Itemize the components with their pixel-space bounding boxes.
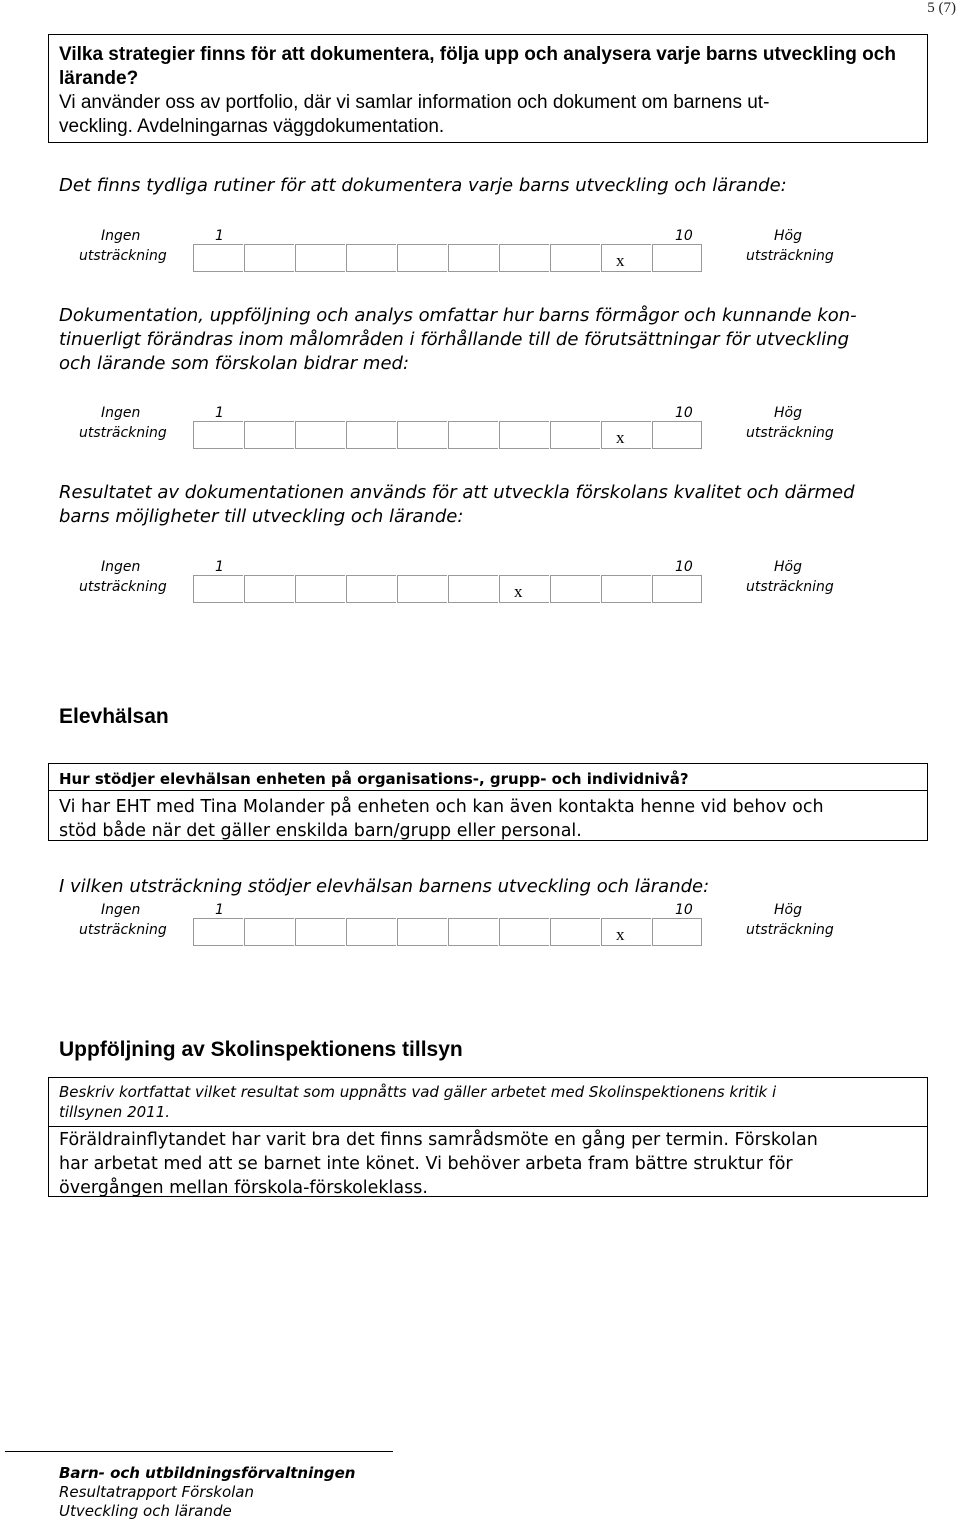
documentation-strategy-box	[48, 34, 928, 143]
scale-cells	[193, 421, 715, 449]
documentation-strategy-answer-line-2: veckling. Avdelningarnas väggdokumentation.	[59, 116, 445, 137]
scale-cell-6[interactable]	[448, 575, 498, 603]
scale-low-sublabel: utsträckning	[79, 579, 167, 595]
scale-cell-5[interactable]	[397, 421, 447, 449]
scale-cell-2[interactable]	[244, 575, 294, 603]
elevhalsan-heading: Elevhälsan	[59, 705, 169, 728]
elevhalsan-answer-line-1: Vi har EHT med Tina Molander på enheten och kan även kontakta henne vid behov och	[59, 797, 824, 817]
scale-high-label: Hög	[774, 902, 802, 918]
scale-high-label: Hög	[774, 228, 802, 244]
scale-cells	[193, 575, 715, 603]
uppfoljning-question	[59, 1082, 919, 1122]
scale-low-sublabel: utsträckning	[79, 425, 167, 441]
scale-3-statement-line-1: Resultatet av dokumentationen används för att utveckla förskolans kvalitet och därmed	[59, 482, 855, 503]
scale-cell-9[interactable]	[601, 918, 651, 946]
footer-section-title: Utveckling och lärande	[59, 1502, 232, 1520]
scale-min-label: 1	[215, 405, 224, 421]
scale-cell-8[interactable]	[550, 244, 600, 272]
scale-low-label: Ingen	[101, 405, 141, 421]
uppfoljning-heading: Uppföljning av Skolinspektionens tillsyn	[59, 1038, 463, 1061]
scale-1-statement: Det finns tydliga rutiner för att dokumentera varje barns utveckling och lärande:	[59, 175, 787, 196]
scale-mark: x	[616, 428, 625, 447]
uppfoljning-answer	[59, 1128, 919, 1200]
scale-cell-3[interactable]	[295, 575, 345, 603]
scale-min-label: 1	[215, 559, 224, 575]
scale-max-label: 10	[675, 228, 693, 244]
scale-cell-4[interactable]	[346, 918, 396, 946]
scale-cell-1[interactable]	[193, 918, 243, 946]
scale-cell-8[interactable]	[550, 918, 600, 946]
uppfoljning-box	[48, 1077, 928, 1197]
scale-cell-8[interactable]	[550, 575, 600, 603]
scale-cell-3[interactable]	[295, 918, 345, 946]
elevhalsan-box	[48, 763, 928, 841]
scale-cell-10[interactable]	[652, 918, 702, 946]
scale-high-label: Hög	[774, 559, 802, 575]
scale-low-sublabel: utsträckning	[79, 922, 167, 938]
uppfoljning-answer-line-2: har arbetat med att se barnet inte könet. Vi behöver arbeta fram bättre struktur för	[59, 1154, 793, 1174]
scale-2-statement-line-3: och lärande som förskolan bidrar med:	[59, 353, 410, 374]
scale-high-label: Hög	[774, 405, 802, 421]
elevhalsan-answer	[59, 795, 919, 843]
rating-scale-3	[0, 559, 960, 619]
uppfoljning-question-line-2: tillsynen 2011.	[59, 1103, 171, 1121]
rating-scale-4	[0, 902, 960, 962]
uppfoljning-answer-line-1: Föräldrainflytandet har varit bra det finns samrådsmöte en gång per termin. Förskolan	[59, 1130, 818, 1150]
scale-cell-7[interactable]	[499, 421, 549, 449]
scale-cell-4[interactable]	[346, 244, 396, 272]
rating-scale-1	[0, 228, 960, 288]
elevhalsan-divider	[49, 790, 927, 791]
scale-cell-1[interactable]	[193, 244, 243, 272]
footer-rule	[5, 1451, 393, 1452]
scale-cells	[193, 244, 715, 272]
scale-cell-10[interactable]	[652, 244, 702, 272]
footer-organization: Barn- och utbildningsförvaltningen	[59, 1464, 356, 1482]
scale-max-label: 10	[675, 902, 693, 918]
footer	[59, 1464, 355, 1521]
scale-cell-8[interactable]	[550, 421, 600, 449]
scale-4-statement: I vilken utsträckning stödjer elevhälsan barnens utveckling och lärande:	[59, 876, 710, 897]
scale-2-statement-line-1: Dokumentation, uppföljning och analys omfattar hur barns förmågor och kunnande kon-	[59, 305, 857, 326]
scale-min-label: 1	[215, 902, 224, 918]
scale-low-label: Ingen	[101, 228, 141, 244]
scale-cell-9[interactable]	[601, 575, 651, 603]
scale-low-label: Ingen	[101, 902, 141, 918]
scale-cell-6[interactable]	[448, 918, 498, 946]
page-number: 5 (7)	[927, 0, 956, 16]
scale-high-sublabel: utsträckning	[746, 425, 834, 441]
scale-cell-6[interactable]	[448, 421, 498, 449]
scale-cell-2[interactable]	[244, 244, 294, 272]
scale-2-statement-line-2: tinuerligt förändras inom målområden i förhållande till de förutsättningar för utveckling	[59, 329, 850, 350]
scale-high-sublabel: utsträckning	[746, 922, 834, 938]
scale-cells	[193, 918, 715, 946]
scale-cell-4[interactable]	[346, 421, 396, 449]
scale-cell-3[interactable]	[295, 421, 345, 449]
scale-mark: x	[616, 925, 625, 944]
scale-cell-1[interactable]	[193, 421, 243, 449]
uppfoljning-question-line-1: Beskriv kortfattat vilket resultat som uppnåtts vad gäller arbetet med Skolinspektionens kritik i	[59, 1083, 777, 1101]
scale-cell-2[interactable]	[244, 421, 294, 449]
scale-low-label: Ingen	[101, 559, 141, 575]
scale-cell-7[interactable]	[499, 575, 549, 603]
scale-mark: x	[514, 582, 523, 601]
scale-mark: x	[616, 251, 625, 270]
scale-2-statement	[59, 304, 857, 376]
scale-cell-9[interactable]	[601, 244, 651, 272]
scale-cell-7[interactable]	[499, 918, 549, 946]
scale-low-sublabel: utsträckning	[79, 248, 167, 264]
scale-cell-9[interactable]	[601, 421, 651, 449]
scale-min-label: 1	[215, 228, 224, 244]
scale-cell-10[interactable]	[652, 575, 702, 603]
scale-high-sublabel: utsträckning	[746, 248, 834, 264]
scale-high-sublabel: utsträckning	[746, 579, 834, 595]
scale-cell-4[interactable]	[346, 575, 396, 603]
rating-scale-2	[0, 405, 960, 465]
scale-cell-5[interactable]	[397, 918, 447, 946]
documentation-strategy-answer-line-1: Vi använder oss av portfolio, där vi samlar information och dokument om barnens ut-	[59, 92, 770, 113]
elevhalsan-question: Hur stödjer elevhälsan enheten på organisations-, grupp- och individnivå?	[59, 770, 689, 788]
scale-cell-7[interactable]	[499, 244, 549, 272]
scale-cell-3[interactable]	[295, 244, 345, 272]
scale-cell-5[interactable]	[397, 244, 447, 272]
scale-max-label: 10	[675, 559, 693, 575]
scale-cell-6[interactable]	[448, 244, 498, 272]
scale-3-statement	[59, 481, 855, 529]
scale-cell-5[interactable]	[397, 575, 447, 603]
elevhalsan-answer-line-2: stöd både när det gäller enskilda barn/grupp eller personal.	[59, 821, 582, 841]
scale-3-statement-line-2: barns möjligheter till utveckling och lärande:	[59, 506, 464, 527]
documentation-strategy-question: Vilka strategier finns för att dokumentera, följa upp och analysera varje barns utveckling och lärande?	[59, 44, 896, 89]
footer-report-title: Resultatrapport Förskolan	[59, 1483, 255, 1501]
uppfoljning-divider	[49, 1126, 927, 1127]
scale-cell-2[interactable]	[244, 918, 294, 946]
scale-cell-10[interactable]	[652, 421, 702, 449]
uppfoljning-answer-line-3: övergången mellan förskola-förskoleklass.	[59, 1178, 428, 1198]
scale-cell-1[interactable]	[193, 575, 243, 603]
scale-max-label: 10	[675, 405, 693, 421]
